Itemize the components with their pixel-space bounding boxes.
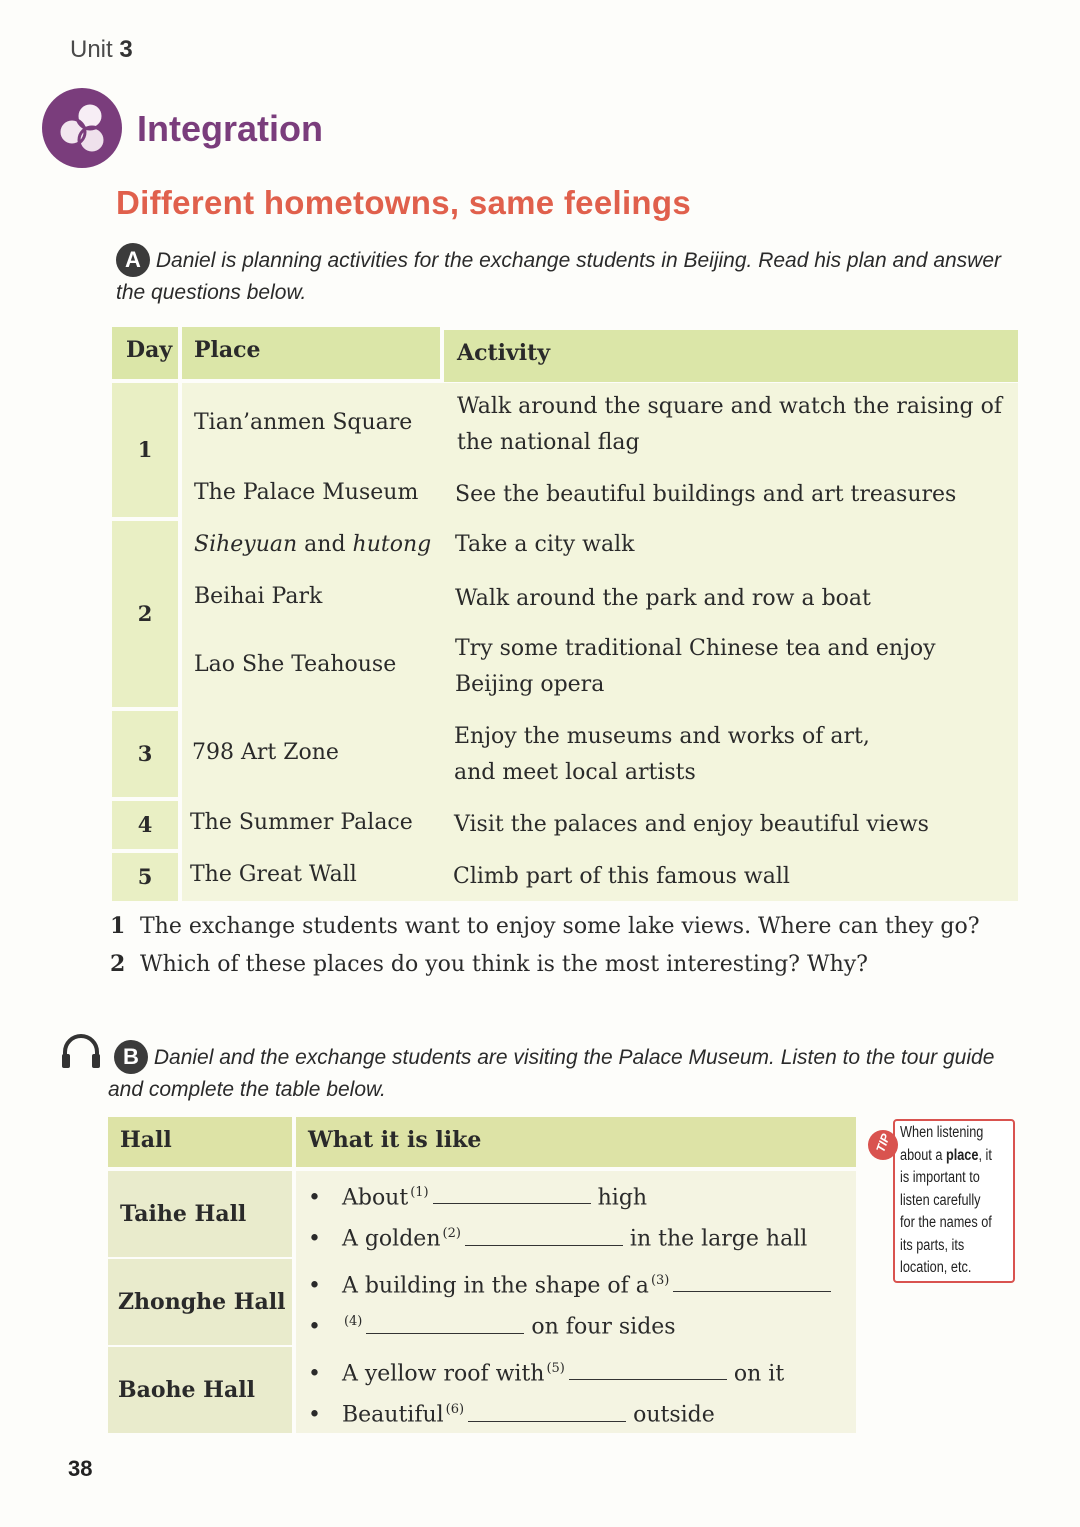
bullet-item: • $^{(4)}$ on four sides [308, 1304, 848, 1345]
hall-details [308, 1351, 848, 1434]
activity-cell: See the beautiful buildings and art treasures [455, 482, 957, 507]
activity-line: and meet local artists [454, 760, 696, 785]
integration-badge-icon [40, 88, 124, 168]
bullet-text: outside [633, 1402, 715, 1428]
tip-text-bold: place [945, 1146, 979, 1164]
bullet-item: • A golden $^{(2)}$ in the large hall [308, 1216, 848, 1257]
answer-blank[interactable] [569, 1357, 727, 1380]
question-number: 2 [110, 951, 126, 977]
place-cell: Lao She Teahouse [194, 652, 397, 677]
day-cell: 4 [112, 801, 178, 849]
activity-cell: Walk around the park and row a boat [455, 586, 871, 611]
place-italic: hutong [352, 532, 432, 557]
part-a-instruction-text: Daniel is planning activities for the exchange students in Beijing. Read his plan and answer the questions below. [116, 249, 1002, 304]
blank-number: (2) [442, 1226, 461, 1242]
question-item [110, 913, 980, 939]
place-mid: and [297, 532, 353, 557]
activity-plan-table [112, 327, 1018, 901]
bullet-text: A golden [341, 1226, 441, 1252]
unit-text: Unit [70, 36, 113, 63]
bullet-text: in the large hall [629, 1226, 808, 1252]
place-cell [194, 527, 431, 563]
activity-line: Walk around the square and watch the raising of [457, 394, 1002, 419]
bullet-item: • Beautiful $^{(6)}$ outside [308, 1392, 848, 1433]
activity-line: Enjoy the museums and works of art, [454, 724, 870, 749]
part-b-instruction [108, 1040, 1018, 1106]
bullet-text: on it [733, 1361, 785, 1387]
tip-label: TIP [873, 1131, 893, 1155]
place-cell: Beihai Park [194, 584, 323, 609]
header-day: Day [112, 327, 178, 379]
part-a-instruction [116, 243, 1016, 309]
hall-name: Zhonghe Hall [108, 1259, 292, 1345]
activity-cell [457, 389, 1017, 461]
hall-details [308, 1263, 848, 1346]
hall-details [308, 1175, 848, 1258]
unit-label [70, 36, 133, 64]
place-cell: The Summer Palace [190, 810, 413, 835]
bullet-text: A yellow roof with [341, 1361, 545, 1387]
hall-name: Taihe Hall [108, 1171, 292, 1257]
answer-blank[interactable] [465, 1223, 623, 1246]
header-what: What it is like [296, 1117, 856, 1167]
question-text: Which of these places do you think is the most interesting? Why? [140, 952, 868, 977]
place-cell: Tian’anmen Square [194, 410, 413, 435]
header-hall: Hall [108, 1117, 292, 1167]
day-cell: 5 [112, 853, 178, 901]
hall-name: Baohe Hall [108, 1347, 292, 1433]
bullet-text: high [597, 1185, 648, 1211]
bullet-text: A building in the shape of a [341, 1273, 649, 1299]
activity-cell: Take a city walk [455, 532, 635, 557]
question-text: The exchange students want to enjoy some lake views. Where can they go? [140, 914, 980, 939]
day-cell: 2 [112, 521, 178, 707]
bullet-item: • About $^{(1)}$ high [308, 1175, 848, 1216]
answer-blank[interactable] [673, 1269, 831, 1292]
answer-blank[interactable] [468, 1399, 626, 1422]
header-place: Place [182, 327, 440, 379]
tip-text-part: When listening about a [900, 1124, 984, 1164]
page-number: 38 [68, 1456, 93, 1481]
bullet-text: on four sides [531, 1314, 676, 1340]
blank-number: (1) [410, 1185, 429, 1200]
day-cell: 3 [112, 711, 178, 797]
part-a-letter: A [116, 243, 150, 277]
blank-number: (5) [546, 1361, 565, 1376]
section-title: Integration [137, 108, 323, 149]
activity-line: Try some traditional Chinese tea and enjoy [455, 636, 936, 661]
blank-number: (6) [445, 1402, 465, 1418]
activity-line: Beijing opera [455, 672, 605, 697]
bullet-item: • A yellow roof with $^{(5)}$ on it [308, 1351, 848, 1392]
answer-blank[interactable] [433, 1181, 591, 1204]
place-italic: Siheyuan [194, 532, 298, 557]
unit-number: 3 [119, 36, 133, 63]
activity-cell [454, 719, 1014, 791]
tip-text [900, 1122, 997, 1280]
day-cell: 1 [112, 383, 178, 517]
place-cell: 798 Art Zone [192, 740, 339, 765]
palace-halls-table [108, 1117, 856, 1433]
activity-line: the national flag [457, 430, 640, 455]
tip-text-part: , it is important to listen carefully for the names of its parts, its location, etc. [900, 1146, 992, 1276]
question-item [110, 951, 868, 977]
activity-cell: Visit the palaces and enjoy beautiful views [454, 812, 929, 837]
answer-blank[interactable] [366, 1311, 524, 1334]
bullet-text: About [341, 1185, 409, 1211]
blank-number: (4) [343, 1314, 363, 1330]
section-subtitle: Different hometowns, same feelings [116, 184, 691, 221]
place-cell: The Great Wall [190, 862, 357, 887]
header-activity: Activity [444, 330, 1018, 382]
activity-cell [455, 631, 1015, 703]
bullet-item: • A building in the shape of a $^{(3)}$ [308, 1263, 848, 1304]
blank-number: (3) [650, 1273, 670, 1288]
question-number: 1 [110, 913, 126, 939]
part-b-instruction-text: Daniel and the exchange students are visiting the Palace Museum. Listen to the tour guide and complete the table below. [108, 1046, 995, 1101]
place-cell: The Palace Museum [194, 480, 419, 505]
bullet-text: Beautiful [341, 1402, 444, 1428]
activity-cell: Climb part of this famous wall [453, 864, 790, 889]
headphones-icon [60, 1034, 102, 1070]
part-b-letter: B [114, 1040, 148, 1074]
